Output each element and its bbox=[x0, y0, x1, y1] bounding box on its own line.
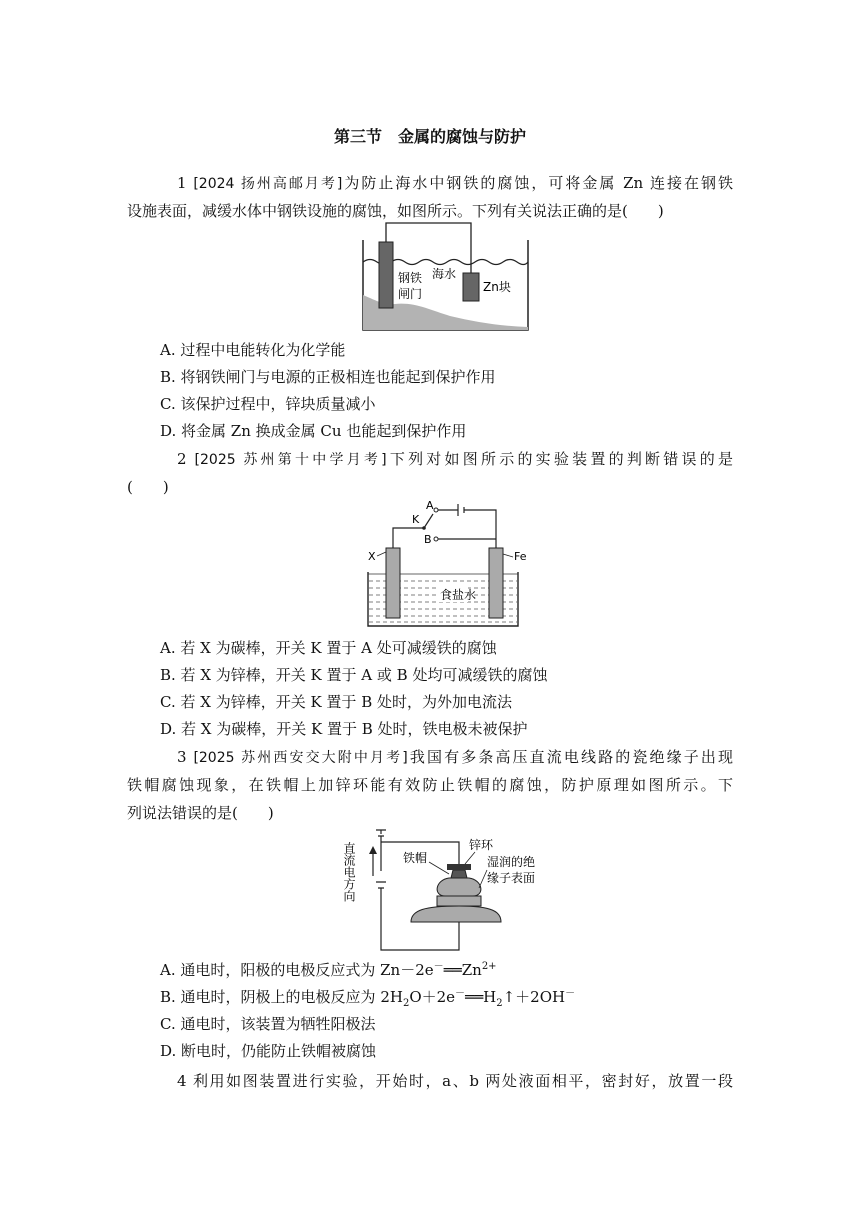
q3-stem-line1: 3 [2025 苏州西安交大附中月考]我国有多条高压直流电线路的瓷绝缘子出现 bbox=[177, 748, 733, 766]
q2-fe-label: Fe bbox=[514, 550, 527, 563]
q3-dir-label: 直流电方向 bbox=[342, 842, 356, 902]
q2-option-a[interactable]: A. 若 X 为碳棒，开关 K 置于 A 处可减缓铁的腐蚀 bbox=[160, 639, 497, 657]
q1-option-a[interactable]: A. 过程中电能转化为化学能 bbox=[160, 341, 346, 359]
q3-stem-line3: 列说法错误的是( ) bbox=[127, 804, 274, 822]
q3-stem-line2: 铁帽腐蚀现象，在铁帽上加锌环能有效防止铁帽的腐蚀，防护原理如图所示。下 bbox=[127, 776, 733, 794]
q1-stem-line1: 1 [2024 扬州高邮月考]为防止海水中钢铁的腐蚀，可将金属 Zn 连接在钢铁 bbox=[177, 174, 733, 192]
q3-zinc-label: 锌环 bbox=[469, 838, 494, 852]
q2-option-c[interactable]: C. 若 X 为锌棒，开关 K 置于 B 处时，为外加电流法 bbox=[160, 693, 512, 711]
page-title: 第三节 金属的腐蚀与防护 bbox=[333, 127, 526, 146]
q1-zn-label: Zn块 bbox=[483, 280, 511, 294]
q3-option-a[interactable]: A. 通电时，阳极的电极反应式为 $Zn-2e^-══Zn^{2+}$ bbox=[160, 961, 497, 979]
q2-x-label: X bbox=[368, 550, 376, 563]
q1-option-b[interactable]: B. 将钢铁闸门与电源的正极相连也能起到保护作用 bbox=[160, 368, 496, 386]
q3-option-c[interactable]: C. 通电时，该装置为牺牲阳极法 bbox=[160, 1015, 376, 1033]
q2-b-label: B bbox=[424, 533, 432, 546]
q3-option-d[interactable]: D. 断电时，仍能防止铁帽被腐蚀 bbox=[160, 1042, 377, 1060]
q3-cap-label: 铁帽 bbox=[403, 851, 428, 865]
q1-option-d[interactable]: D. 将金属 Zn 换成金属 Cu 也能起到保护作用 bbox=[160, 422, 467, 440]
q2-k-label: K bbox=[412, 513, 420, 526]
q1-stem-line2: 设施表面，减缓水体中钢铁设施的腐蚀，如图所示。下列有关说法正确的是( ) bbox=[127, 202, 664, 220]
q2-option-d[interactable]: D. 若 X 为碳棒，开关 K 置于 B 处时，铁电极未被保护 bbox=[160, 720, 528, 738]
q2-a-label: A bbox=[426, 499, 434, 512]
q2-figure bbox=[360, 496, 535, 631]
q3-wet-label-1: 湿润的绝 bbox=[487, 855, 536, 869]
q4-stem-line1: 4 利用如图装置进行实验，开始时，a、b 两处液面相平，密封好，放置一段 bbox=[177, 1072, 733, 1090]
q1-sea-label: 海水 bbox=[432, 267, 457, 281]
q1-option-c[interactable]: C. 该保护过程中，锌块质量减小 bbox=[160, 395, 376, 413]
q3-option-b[interactable]: B. 通电时，阴极上的电极反应为 $2H_2O+2e^-══H_2↑+2OH^-$ bbox=[160, 988, 576, 1009]
q1-figure bbox=[355, 220, 535, 335]
q3-wet-label-2: 缘子表面 bbox=[487, 871, 536, 885]
q1-gate-label: 钢铁 bbox=[398, 271, 423, 285]
q1-gate-label2: 闸门 bbox=[398, 287, 423, 301]
q3-figure bbox=[342, 826, 560, 956]
q2-salt-label: 食盐水 bbox=[440, 588, 477, 602]
q2-option-b[interactable]: B. 若 X 为锌棒，开关 K 置于 A 或 B 处均可减缓铁的腐蚀 bbox=[160, 666, 548, 684]
q2-stem-line2: ( ) bbox=[127, 478, 169, 496]
q2-stem-line1: 2 [2025 苏州第十中学月考]下列对如图所示的实验装置的判断错误的是 bbox=[177, 450, 733, 468]
